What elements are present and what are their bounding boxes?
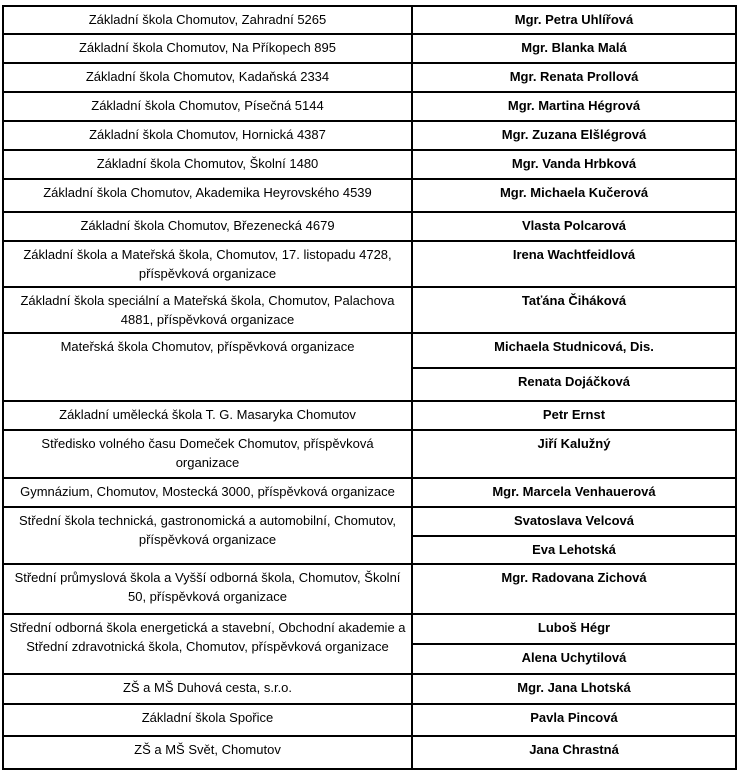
contact-name-cell: Michaela Studnicová, Dis. [412,333,736,368]
table-row [3,63,736,92]
school-cell: Základní škola Chomutov, Kadaňská 2334 [3,63,412,92]
school-cell: Základní škola Spořice [3,704,412,736]
school-cell: ZŠ a MŠ Svět, Chomutov [3,736,412,769]
table-row [3,34,736,63]
table-row [3,704,736,736]
school-cell: Základní škola Chomutov, Zahradní 5265 [3,6,412,34]
contact-name-cell: Jiří Kalužný [412,430,736,478]
contact-name-cell: Mgr. Radovana Zichová [412,564,736,614]
contact-name-cell: Mgr. Michaela Kučerová [412,179,736,212]
school-cell: Základní škola Chomutov, Školní 1480 [3,150,412,179]
school-cell: Základní škola Chomutov, Na Příkopech 895 [3,34,412,63]
contact-name-cell: Mgr. Marcela Venhauerová [412,478,736,507]
contact-name-cell: Renata Dojáčková [412,368,736,401]
school-cell: Základní škola Chomutov, Hornická 4387 [3,121,412,150]
contact-name-cell: Vlasta Polcarová [412,212,736,241]
school-directory-table [2,5,737,770]
table-row [3,212,736,241]
table-row [3,401,736,430]
school-directory-table-body [3,6,736,769]
contact-name-cell: Mgr. Jana Lhotská [412,674,736,704]
table-row [3,333,736,368]
contact-name-cell: Luboš Hégr [412,614,736,644]
contact-name-cell: Mgr. Petra Uhlířová [412,6,736,34]
school-cell: Základní umělecká škola T. G. Masaryka Chomutov [3,401,412,430]
table-row [3,241,736,287]
table-row [3,507,736,536]
contact-name-cell: Svatoslava Velcová [412,507,736,536]
contact-name-cell: Petr Ernst [412,401,736,430]
table-row [3,674,736,704]
table-row [3,179,736,212]
school-cell: ZŠ a MŠ Duhová cesta, s.r.o. [3,674,412,704]
contact-name-cell: Mgr. Blanka Malá [412,34,736,63]
contact-name-cell: Mgr. Martina Hégrová [412,92,736,121]
contact-name-cell: Mgr. Zuzana Elšlégrová [412,121,736,150]
contact-name-cell: Mgr. Renata Prollová [412,63,736,92]
school-cell: Mateřská škola Chomutov, příspěvková organizace [3,333,412,401]
school-cell: Střední průmyslová škola a Vyšší odborná škola, Chomutov, Školní 50, příspěvková organizace [3,564,412,614]
contact-name-cell: Alena Uchytilová [412,644,736,674]
school-cell: Střední odborná škola energetická a stavební, Obchodní akademie a Střední zdravotnická škola, Chomutov, příspěvková organizace [3,614,412,674]
school-cell: Základní škola Chomutov, Akademika Heyrovského 4539 [3,179,412,212]
table-row [3,6,736,34]
table-row [3,150,736,179]
school-cell: Základní škola a Mateřská škola, Chomutov, 17. listopadu 4728, příspěvková organizace [3,241,412,287]
document-page [0,5,737,772]
school-cell: Základní škola Chomutov, Březenecká 4679 [3,212,412,241]
contact-name-cell: Eva Lehotská [412,536,736,564]
table-row [3,92,736,121]
contact-name-cell: Jana Chrastná [412,736,736,769]
table-row [3,614,736,644]
school-cell: Základní škola speciální a Mateřská škola, Chomutov, Palachova 4881, příspěvková organizace [3,287,412,333]
table-row [3,736,736,769]
school-cell: Středisko volného času Domeček Chomutov, příspěvková organizace [3,430,412,478]
school-cell: Gymnázium, Chomutov, Mostecká 3000, příspěvková organizace [3,478,412,507]
school-cell: Základní škola Chomutov, Písečná 5144 [3,92,412,121]
table-row [3,478,736,507]
table-row [3,121,736,150]
contact-name-cell: Irena Wachtfeidlová [412,241,736,287]
table-row [3,430,736,478]
table-row [3,564,736,614]
table-row [3,287,736,333]
school-cell: Střední škola technická, gastronomická a automobilní, Chomutov, příspěvková organizace [3,507,412,564]
contact-name-cell: Taťána Čiháková [412,287,736,333]
contact-name-cell: Pavla Pincová [412,704,736,736]
contact-name-cell: Mgr. Vanda Hrbková [412,150,736,179]
